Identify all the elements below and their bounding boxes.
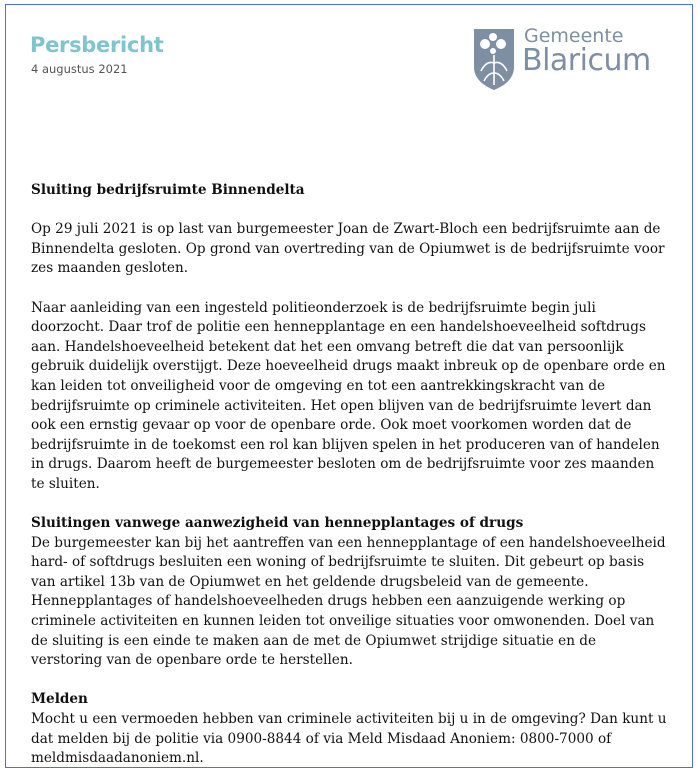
document-date: 4 augustus 2021 xyxy=(31,62,128,76)
article-intro: Op 29 juli 2021 is op last van burgemeester Joan de Zwart-Bloch een bedrijfsruimte aan de Binnendelta gesloten. Op grond van overtreding van de Opiumwet is de bedrijfsruimte voor zes maanden gesloten. xyxy=(31,221,665,277)
blaricum-shield-icon xyxy=(471,27,517,91)
section-heading-report: Melden xyxy=(31,691,88,708)
section-heading-closures: Sluitingen vanwege aanwezigheid van hennepplantages of drugs xyxy=(31,515,524,532)
section-body-report: Mocht u een vermoeden hebben van criminele activiteiten bij u in de omgeving? Dan kunt u dat melden bij de politie via 0900-8844 of via Meld Misdaad Anoniem: 0800-7000 of meldmisdaadanoniem.nl. xyxy=(31,711,667,767)
municipality-logo xyxy=(466,23,686,95)
logo-text-blaricum: Blaricum xyxy=(522,43,651,78)
article-paragraph: Naar aanleiding van een ingesteld politieonderzoek is de bedrijfsruimte begin juli doorzocht. Daar trof de politie een hennepplantage en een handelshoeveelheid softdrugs aan. Handelshoeveelheid betekent dat het een omvang betreft die dat van persoonlijk gebruik duidelijk overstijgt. Deze hoeveelheid drugs maakt inbreuk op de openbare orde en kan leiden tot onveiligheid voor de omgeving en tot een aantrekkingskracht van de bedrijfsruimte op criminele activiteiten. Het open blijven van de bedrijfsruimte levert dan ook een ernstig gevaar op voor de openbare orde. Ook moet voorkomen worden dat de bedrijfsruimte in de toekomst een rol kan blijven spelen in het produceren van of handelen in drugs. Daarom heeft de burgemeester besloten om de bedrijfsruimte voor zes maanden te sluiten. xyxy=(31,299,666,492)
section-body-closures: De burgemeester kan bij het aantreffen van een hennepplantage of een handelshoeveelheid hard- of softdrugs besluiten een woning of bedrijfsruimte te sluiten. Dit gebeurt op basis van artikel 13b van de Opiumwet en het geldende drugsbeleid van de gemeente. Hennepplantages of handelshoeveelheden drugs hebben een aanzuigende werking op criminele activiteiten en kunnen leiden tot onveilige situaties voor omwonenden. Doel van de sluiting is een einde te maken aan de met de Opiumwet strijdige situatie en de verstoring van de openbare orde te herstellen. xyxy=(31,534,666,669)
logo-text-gemeente: Gemeente xyxy=(524,25,624,47)
article-body xyxy=(31,181,671,769)
document-page xyxy=(5,4,693,768)
document-kicker: Persbericht xyxy=(30,33,164,57)
article-title: Sluiting bedrijfsruimte Binnendelta xyxy=(31,182,305,198)
